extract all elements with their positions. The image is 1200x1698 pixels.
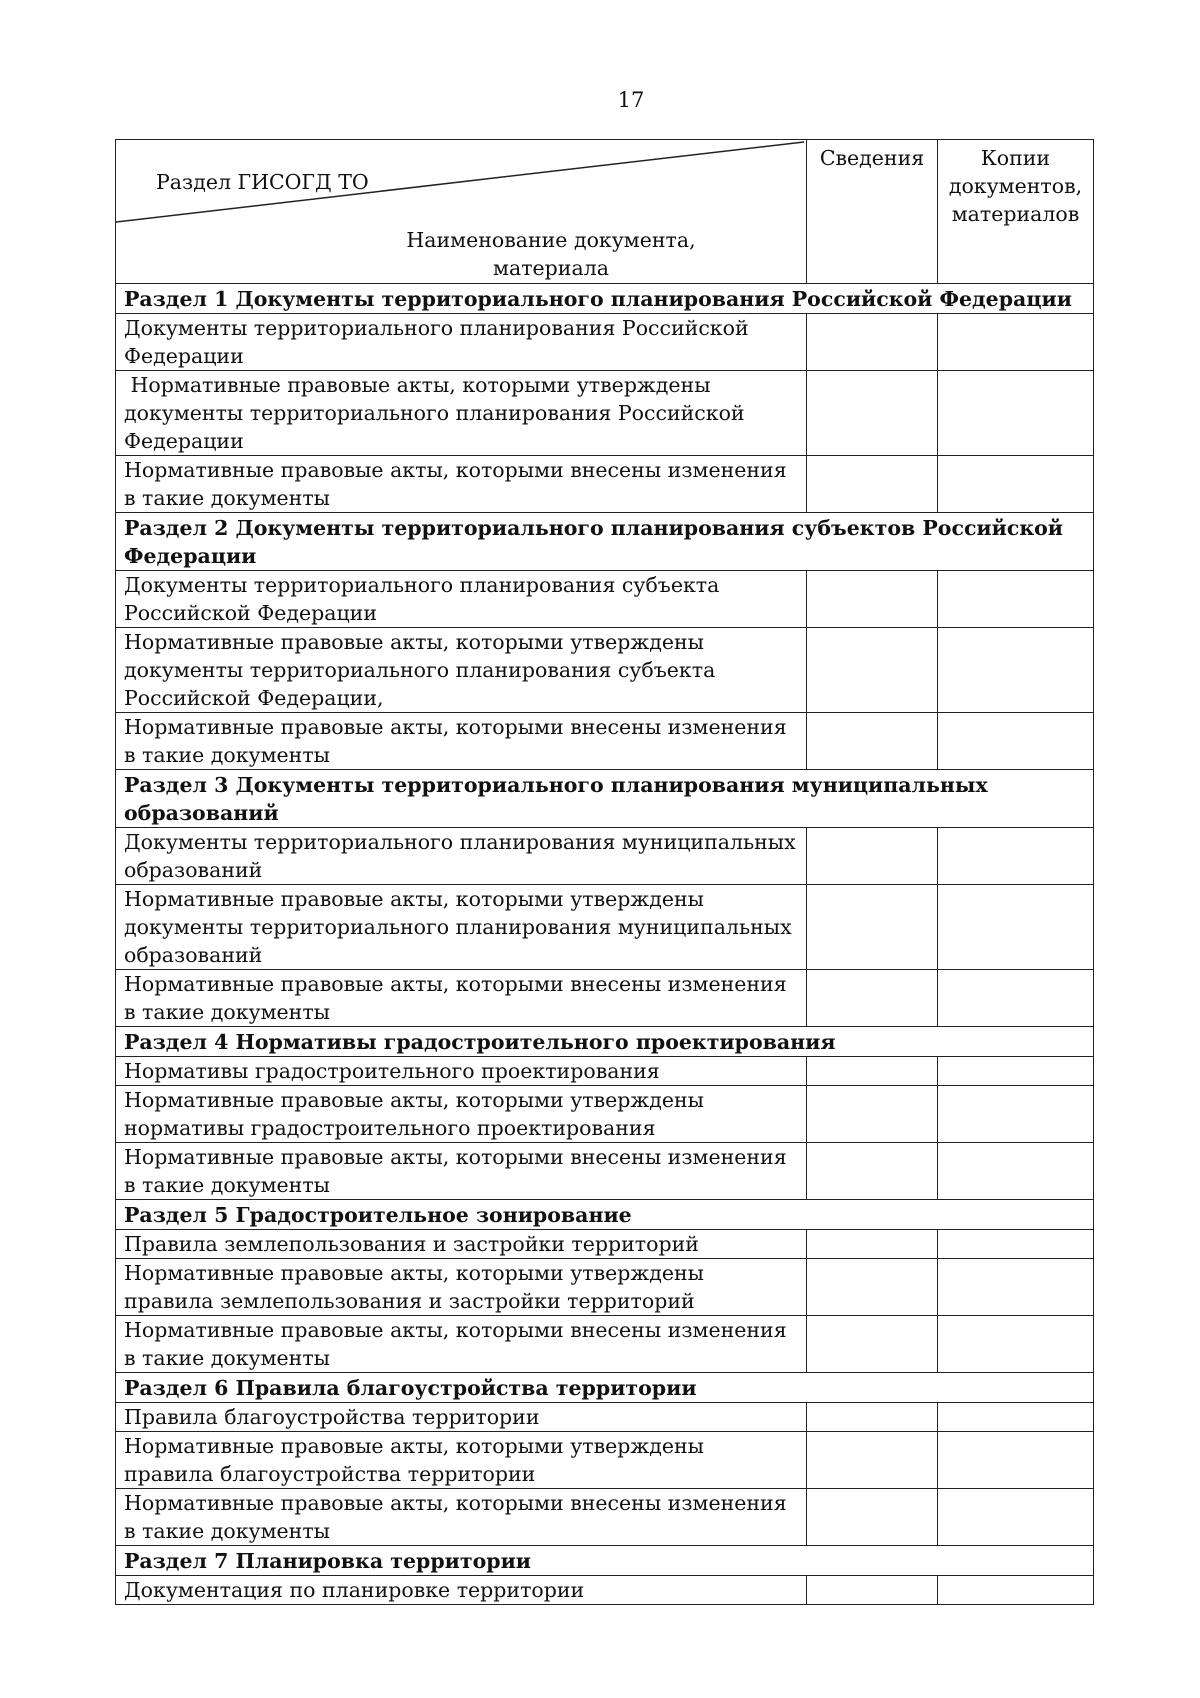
copies-cell bbox=[938, 456, 1094, 513]
info-cell bbox=[807, 970, 938, 1027]
table-row bbox=[116, 1576, 1094, 1605]
table-row bbox=[116, 1143, 1094, 1200]
section-row bbox=[116, 1373, 1094, 1403]
section-row bbox=[116, 1027, 1094, 1057]
document-name-cell: Нормативные правовые акты, которыми утверждены документы территориального планирования муниципальных образований bbox=[116, 885, 807, 970]
copies-cell bbox=[938, 1432, 1094, 1489]
section-row bbox=[116, 284, 1094, 314]
section-title: Раздел 5 Градостроительное зонирование bbox=[116, 1200, 1094, 1230]
table-row bbox=[116, 628, 1094, 713]
section-title: Раздел 1 Документы территориального планирования Российской Федерации bbox=[116, 284, 1094, 314]
table-row bbox=[116, 1489, 1094, 1546]
copies-cell bbox=[938, 1403, 1094, 1432]
copies-cell bbox=[938, 1143, 1094, 1200]
document-name-cell: Нормативные правовые акты, которыми утверждены документы территориального планирования Российской Федерации bbox=[116, 371, 807, 456]
copies-cell bbox=[938, 885, 1094, 970]
info-cell bbox=[807, 1057, 938, 1086]
copies-cell bbox=[938, 970, 1094, 1027]
document-name-cell: Документы территориального планирования муниципальных образований bbox=[116, 828, 807, 885]
section-title: Раздел 7 Планировка территории bbox=[116, 1546, 1094, 1576]
table-row bbox=[116, 1230, 1094, 1259]
document-name-cell: Нормативные правовые акты, которыми утверждены правила землепользования и застройки территорий bbox=[116, 1259, 807, 1316]
table-row bbox=[116, 1086, 1094, 1143]
copies-cell bbox=[938, 1316, 1094, 1373]
document-name-cell: Правила благоустройства территории bbox=[116, 1403, 807, 1432]
document-name-cell: Нормативные правовые акты, которыми внесены изменения в такие документы bbox=[116, 456, 807, 513]
table-row bbox=[116, 1057, 1094, 1086]
info-cell bbox=[807, 571, 938, 628]
info-cell bbox=[807, 1576, 938, 1605]
table-row bbox=[116, 1316, 1094, 1373]
header-document-label: Наименование документа, материала bbox=[406, 228, 696, 280]
copies-cell bbox=[938, 1057, 1094, 1086]
section-title: Раздел 3 Документы территориального планирования муниципальных образований bbox=[116, 770, 1094, 828]
table-row bbox=[116, 1432, 1094, 1489]
info-cell bbox=[807, 1403, 938, 1432]
table-row bbox=[116, 885, 1094, 970]
info-cell bbox=[807, 314, 938, 371]
table-row bbox=[116, 713, 1094, 770]
header-section-label: Раздел ГИСОГД ТО bbox=[156, 170, 369, 194]
info-cell bbox=[807, 1143, 938, 1200]
copies-cell bbox=[938, 1576, 1094, 1605]
info-cell bbox=[807, 828, 938, 885]
section-row bbox=[116, 1200, 1094, 1230]
copies-cell bbox=[938, 1489, 1094, 1546]
info-cell bbox=[807, 1259, 938, 1316]
copies-cell bbox=[938, 1259, 1094, 1316]
copies-cell bbox=[938, 828, 1094, 885]
copies-cell bbox=[938, 1086, 1094, 1143]
copies-cell bbox=[938, 1230, 1094, 1259]
document-name-cell: Нормативные правовые акты, которыми внесены изменения в такие документы bbox=[116, 1316, 807, 1373]
document-name-cell: Нормативные правовые акты, которыми утверждены документы территориального планирования субъекта Российской Федерации, bbox=[116, 628, 807, 713]
info-cell bbox=[807, 456, 938, 513]
info-cell bbox=[807, 1489, 938, 1546]
info-cell bbox=[807, 628, 938, 713]
table-row bbox=[116, 371, 1094, 456]
document-name-cell: Правила землепользования и застройки территорий bbox=[116, 1230, 807, 1259]
page-number: 17 bbox=[617, 88, 645, 112]
info-cell bbox=[807, 713, 938, 770]
copies-cell bbox=[938, 571, 1094, 628]
document-name-cell: Нормативные правовые акты, которыми внесены изменения в такие документы bbox=[116, 1489, 807, 1546]
table-row bbox=[116, 456, 1094, 513]
info-cell bbox=[807, 371, 938, 456]
document-name-cell: Нормативные правовые акты, которыми внесены изменения в такие документы bbox=[116, 970, 807, 1027]
section-row bbox=[116, 770, 1094, 828]
document-name-cell: Нормативы градостроительного проектирования bbox=[116, 1057, 807, 1086]
copies-cell bbox=[938, 314, 1094, 371]
header-diagonal-cell bbox=[116, 140, 807, 284]
document-name-cell: Нормативные правовые акты, которыми утверждены нормативы градостроительного проектирования bbox=[116, 1086, 807, 1143]
section-title: Раздел 4 Нормативы градостроительного проектирования bbox=[116, 1027, 1094, 1057]
info-cell bbox=[807, 885, 938, 970]
info-cell bbox=[807, 1230, 938, 1259]
copies-cell bbox=[938, 628, 1094, 713]
document-name-cell: Нормативные правовые акты, которыми внесены изменения в такие документы bbox=[116, 1143, 807, 1200]
info-cell bbox=[807, 1086, 938, 1143]
document-name-cell: Документы территориального планирования Российской Федерации bbox=[116, 314, 807, 371]
table-row bbox=[116, 1403, 1094, 1432]
document-name-cell: Документация по планировке территории bbox=[116, 1576, 807, 1605]
table-row bbox=[116, 571, 1094, 628]
section-row bbox=[116, 1546, 1094, 1576]
header-info-column: Сведения bbox=[807, 140, 938, 284]
header-copies-column: Копии документов, материалов bbox=[938, 140, 1094, 284]
table-row bbox=[116, 970, 1094, 1027]
section-row bbox=[116, 513, 1094, 571]
document-name-cell: Нормативные правовые акты, которыми утверждены правила благоустройства территории bbox=[116, 1432, 807, 1489]
section-title: Раздел 2 Документы территориального планирования субъектов Российской Федерации bbox=[116, 513, 1094, 571]
copies-cell bbox=[938, 713, 1094, 770]
info-cell bbox=[807, 1432, 938, 1489]
copies-cell bbox=[938, 371, 1094, 456]
table-header-row bbox=[116, 140, 1094, 284]
table-row bbox=[116, 828, 1094, 885]
table-row bbox=[116, 314, 1094, 371]
info-cell bbox=[807, 1316, 938, 1373]
table-row bbox=[116, 1259, 1094, 1316]
documents-table bbox=[115, 139, 1094, 1605]
document-name-cell: Нормативные правовые акты, которыми внесены изменения в такие документы bbox=[116, 713, 807, 770]
document-name-cell: Документы территориального планирования субъекта Российской Федерации bbox=[116, 571, 807, 628]
section-title: Раздел 6 Правила благоустройства территории bbox=[116, 1373, 1094, 1403]
